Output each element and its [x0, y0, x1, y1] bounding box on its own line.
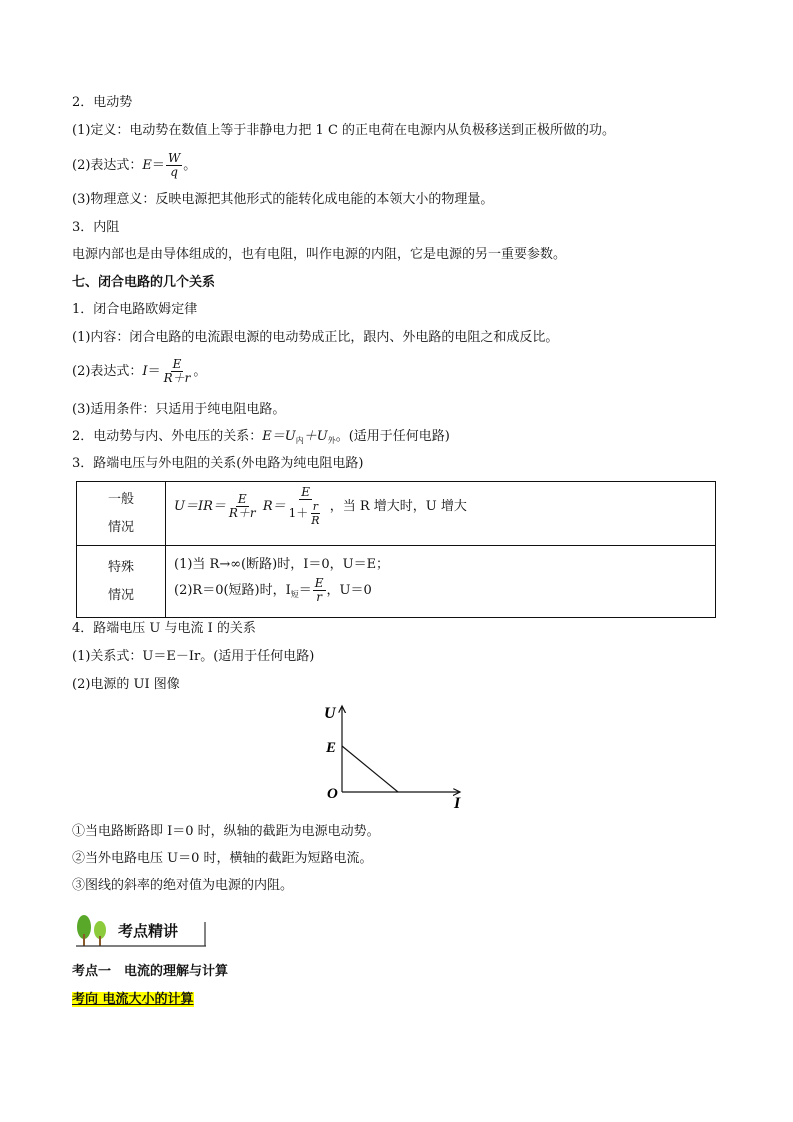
e-intercept-label: E	[326, 740, 337, 756]
kd1-title: 考点一 电流的理解与计算	[72, 964, 229, 979]
s2-heading: 2．电动势	[72, 95, 133, 110]
s7-p3: 3．路端电压与外电阻的关系(外电路为纯电阻电路)	[72, 456, 364, 471]
s3-heading: 3．内阻	[72, 220, 120, 235]
origin-label: O	[327, 786, 338, 802]
s4-relation: (1)关系式：U＝E－Ir。(适用于任何电路)	[72, 649, 315, 664]
s2-meaning: (3)物理意义：反映电源把其他形式的能转化成电能的本领大小的物理量。	[72, 192, 494, 207]
fraction-e-over-r-plus-r: $\frac{E}{R+r}$	[163, 357, 191, 385]
y-axis-label: U	[324, 705, 336, 722]
ui-line	[342, 746, 398, 792]
ui-graph	[322, 700, 472, 815]
s4-heading: 4．路端电压 U 与电流 I 的关系	[72, 621, 256, 636]
banner-label: 考点精讲	[118, 922, 179, 940]
s7-content: (1)内容：闭合电路的电流跟电源的电动势成正比，跟内、外电路的电阻之和成反比。	[72, 330, 559, 345]
table-row	[77, 546, 716, 618]
section-7-title: 七、闭合电路的几个关系	[72, 275, 216, 290]
row-content-special: (1)当 R→∞(断路)时，I＝0，U＝E； (2)R＝0(短路)时，$I_短=$ $\frac{E}{r}$ ，U＝0	[166, 546, 716, 618]
row-content-general: U＝IR＝ $\frac{E}{R+r}$ R＝ E 1＋ $\frac{r}{R}$ ，当 R 增大时，U 增大	[166, 482, 716, 546]
note-3: ③图线的斜率的绝对值为电源的内阻。	[72, 878, 294, 893]
s2-expression: (2)表达式：E＝ $\frac{W}{q}$ 。	[72, 151, 197, 179]
s7-p2: 2．电动势与内、外电压的关系：$E=U_内+U_外$。(适用于任何电路)	[72, 429, 450, 445]
note-1: ①当电路断路即 I＝0 时，纵轴的截距为电源电动势。	[72, 824, 380, 839]
x-axis-label: I	[454, 795, 461, 812]
s4-graph-label: (2)电源的 UI 图像	[72, 677, 180, 692]
row-header-general: 一般 情况	[77, 482, 166, 546]
s2-definition: (1)定义：电动势在数值上等于非静电力把 1 C 的正电荷在电源内从负极移送到正极所做的功。	[72, 123, 616, 138]
note-2: ②当外电路电压 U＝0 时，横轴的截距为短路电流。	[72, 851, 373, 866]
s7-expression: (2)表达式：I＝ $\frac{E}{R+r}$ 。	[72, 357, 207, 385]
kd1-direction: 考向 电流大小的计算	[72, 992, 194, 1007]
table-row	[77, 482, 716, 546]
s3-text: 电源内部也是由导体组成的，也有电阻，叫作电源的内阻，它是电源的另一重要参数。	[72, 247, 567, 262]
fraction-w-over-q: $\frac{W}{q}$	[167, 151, 181, 179]
terminal-voltage-table	[76, 481, 716, 618]
s7-p1: 1．闭合电路欧姆定律	[72, 302, 198, 317]
s7-condition: (3)适用条件：只适用于纯电阻电路。	[72, 402, 286, 417]
row-header-special: 特殊 情况	[77, 546, 166, 618]
